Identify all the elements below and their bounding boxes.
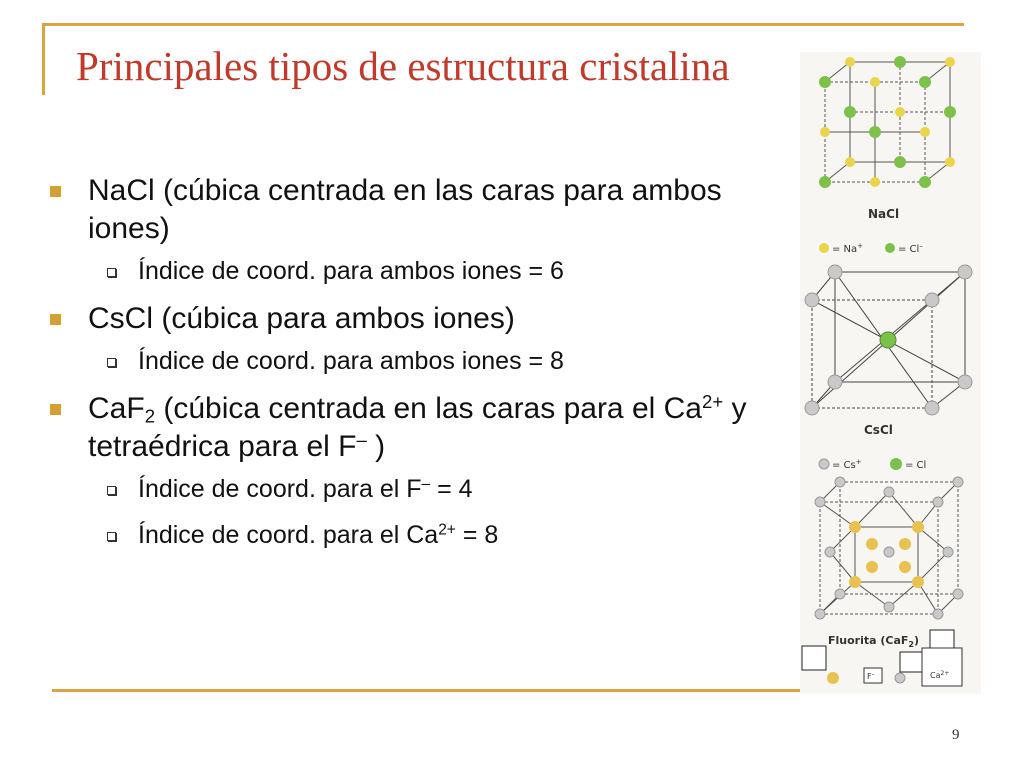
legend-cl-charge: –: [919, 242, 923, 250]
legend-cl-cscl: = Cl: [905, 460, 927, 471]
item-text-part: y tetraédrica para el F: [88, 392, 747, 463]
caf2-label-sub: 2: [908, 640, 914, 649]
nacl-lattice-diagram: [825, 62, 950, 182]
hollow-square-bullet-icon: [107, 268, 116, 277]
superscript-charge: 2+: [438, 521, 456, 539]
page-number: 9: [952, 727, 960, 743]
sub-item-caf2-f-coord: [48, 472, 788, 506]
legend-ca-charge: 2+: [940, 670, 950, 677]
legend-na-charge: +: [857, 242, 864, 250]
sub-item-text: Índice de coord. para ambos iones = 6: [138, 257, 564, 285]
sub-item-cscl-coord: [48, 344, 788, 378]
svg-text:= Cl–: [898, 242, 923, 255]
item-text-part: (cúbica centrada en las caras para el Ca: [155, 392, 702, 425]
legend-f: F: [867, 672, 872, 681]
bullet-item-caf2: [48, 390, 788, 466]
caf2-label-end: ): [914, 634, 920, 647]
legend-f-charge: –: [871, 671, 875, 678]
square-bullet-icon: [50, 314, 61, 325]
svg-text:= Na+: [832, 242, 863, 255]
sub-item-text: [138, 521, 498, 549]
item-text: CsCl (cúbica para ambos iones): [88, 302, 515, 335]
item-text: [88, 392, 747, 463]
item-text: NaCl (cúbica centrada en las caras para ambos iones): [88, 174, 722, 245]
subscript: 2: [144, 405, 156, 427]
legend-cs-charge: +: [855, 458, 862, 466]
sub-text-part: Índice de coord. para el Ca: [138, 521, 439, 549]
square-bullet-icon: [50, 404, 61, 415]
bullet-item-nacl: [48, 172, 788, 248]
hollow-square-bullet-icon: [107, 532, 116, 541]
sub-text-part: = 4: [430, 475, 473, 503]
sub-text-part: = 8: [455, 521, 499, 549]
legend-ca-box: [922, 648, 962, 686]
sub-item-nacl-coord: [48, 254, 788, 288]
hollow-square-bullet-icon: [107, 358, 116, 367]
legend-ca: Ca: [930, 671, 941, 680]
legend-empty-box: [900, 652, 924, 672]
legend-cl: = Cl: [898, 244, 920, 255]
footer-rule: [52, 689, 800, 692]
hollow-square-bullet-icon: [107, 486, 116, 495]
bullet-list: [48, 172, 788, 564]
svg-text:= Cs+: [832, 458, 862, 471]
title-rule-left: [42, 23, 45, 95]
title-rule-top: [42, 23, 964, 26]
svg-text:Fluorita (CaF2): [828, 634, 919, 649]
formula-text: CaF: [88, 392, 145, 425]
caf2-ions: [815, 477, 963, 619]
sub-item-text: [138, 475, 473, 503]
superscript-charge: –: [356, 428, 367, 450]
sub-item-caf2-ca-coord: [48, 518, 788, 552]
superscript-charge: –: [421, 475, 431, 493]
sub-item-text: Índice de coord. para ambos iones = 8: [138, 347, 564, 375]
bullet-item-cscl: [48, 300, 788, 338]
superscript-charge: 2+: [702, 390, 724, 412]
caf2-label: Fluorita (CaF: [828, 634, 909, 647]
square-bullet-icon: [50, 186, 61, 197]
item-text-part: ): [366, 430, 386, 463]
nacl-label: NaCl: [868, 207, 900, 221]
crystal-structures-figure: [800, 52, 981, 694]
legend-cs: = Cs: [832, 460, 856, 471]
nacl-ions: [819, 56, 956, 188]
legend-empty-box: [802, 646, 826, 670]
slide-title: Principales tipos de estructura cristalina: [76, 43, 730, 89]
sub-text-part: Índice de coord. para el F: [138, 475, 422, 503]
legend-na: = Na: [832, 244, 858, 255]
cscl-label: CsCl: [864, 423, 893, 437]
